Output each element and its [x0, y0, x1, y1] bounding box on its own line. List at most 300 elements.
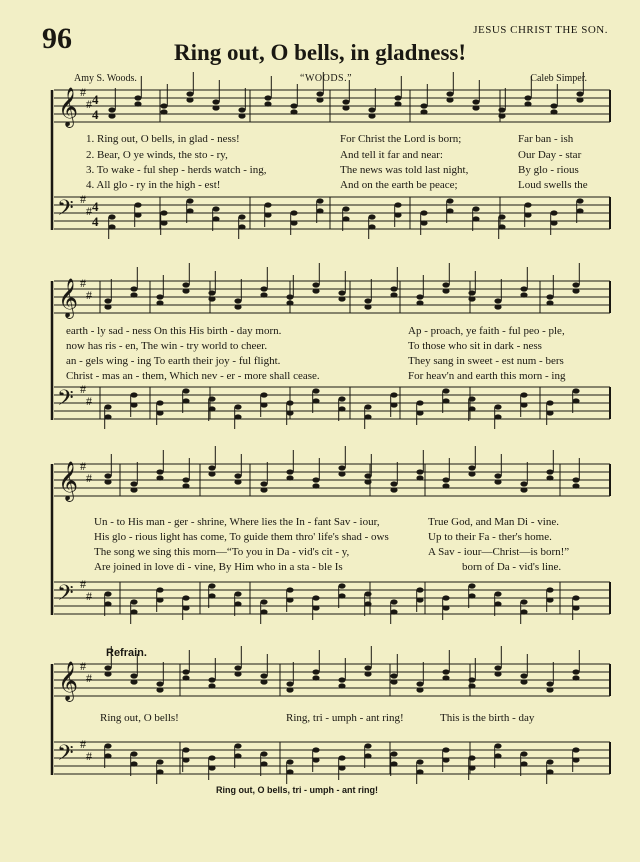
note-head — [104, 304, 111, 309]
lyric-segment: Christ - mas an - them, Which nev - er - more shall cease. — [66, 370, 320, 382]
note-head — [316, 198, 323, 203]
bass-staff-1 — [54, 192, 610, 229]
note-head — [546, 400, 553, 405]
note-head — [550, 220, 557, 225]
note-head — [420, 220, 427, 225]
note-head — [338, 755, 345, 760]
svg-text:𝄢: 𝄢 — [57, 196, 74, 225]
note-head — [546, 410, 553, 415]
note-head — [546, 300, 553, 305]
bass-clef-icon: 𝄢 — [57, 581, 74, 610]
note-head — [316, 97, 323, 102]
note-head — [520, 286, 527, 291]
note-head — [104, 404, 111, 409]
note-head — [550, 103, 557, 108]
note-head — [494, 304, 501, 309]
note-head — [260, 292, 267, 297]
note-head — [572, 669, 579, 674]
svg-text:#: # — [80, 382, 86, 396]
note-head — [260, 751, 267, 756]
note-head — [546, 469, 553, 474]
treble-clef-icon: 𝄞 — [58, 280, 79, 317]
note-head — [546, 769, 553, 774]
note-head — [130, 599, 137, 604]
refrain-label: Refrain. — [106, 647, 147, 659]
svg-text:#: # — [86, 749, 92, 763]
note-head — [312, 675, 319, 680]
note-head — [390, 599, 397, 604]
note-head — [130, 392, 137, 397]
note-head — [546, 475, 553, 480]
hymn-title: Ring out, O bells, in gladness! — [173, 40, 467, 65]
note-head — [468, 755, 475, 760]
note-head — [416, 687, 423, 692]
note-head — [104, 473, 111, 478]
note-head — [156, 400, 163, 405]
note-head — [104, 298, 111, 303]
note-head — [312, 595, 319, 600]
note-head — [156, 769, 163, 774]
lyric-segment: 3. To wake - ful shep - herds watch - ing, — [86, 164, 267, 176]
note-head — [312, 669, 319, 674]
note-head — [468, 396, 475, 401]
note-head — [286, 294, 293, 299]
note-head — [286, 687, 293, 692]
note-head — [442, 595, 449, 600]
note-head — [264, 101, 271, 106]
note-head — [182, 398, 189, 403]
author-credit: Amy S. Woods. — [74, 73, 137, 84]
note-head — [156, 597, 163, 602]
note-head — [472, 105, 479, 110]
note-head — [520, 392, 527, 397]
note-head — [286, 681, 293, 686]
lyric-line — [94, 531, 604, 545]
bass-clef-icon — [57, 196, 74, 225]
note-head — [312, 605, 319, 610]
note-head — [156, 475, 163, 480]
lyric-segment: now has ris - en, The win - try world to cheer. — [66, 340, 268, 352]
note-head — [524, 101, 531, 106]
svg-text:4: 4 — [92, 107, 99, 122]
note-head — [134, 95, 141, 100]
note-head — [472, 99, 479, 104]
note-head — [416, 597, 423, 602]
note-head — [208, 396, 215, 401]
note-head — [520, 292, 527, 297]
note-head — [260, 481, 267, 486]
note-head — [364, 665, 371, 670]
note-head — [368, 224, 375, 229]
treble-clef-icon — [58, 88, 78, 128]
note-head — [368, 113, 375, 118]
note-head — [364, 304, 371, 309]
note-head — [212, 216, 219, 221]
lyric-segment: Loud swells the — [518, 179, 588, 191]
note-head — [234, 473, 241, 478]
note-head — [108, 214, 115, 219]
note-head — [520, 599, 527, 604]
note-head — [364, 743, 371, 748]
lyric-line — [86, 133, 606, 147]
note-head — [286, 769, 293, 774]
note-head — [364, 479, 371, 484]
note-head — [130, 402, 137, 407]
lyric-segment: an - gels wing - ing To earth their joy - ful flight. — [66, 355, 281, 367]
page-number: 96 — [42, 22, 72, 55]
note-head — [550, 109, 557, 114]
note-head — [260, 761, 267, 766]
note-head — [160, 220, 167, 225]
note-head — [520, 751, 527, 756]
lyric-line — [94, 516, 604, 530]
svg-text:#: # — [86, 97, 92, 111]
note-head — [338, 465, 345, 470]
note-head — [494, 753, 501, 758]
note-head — [312, 288, 319, 293]
svg-text:4: 4 — [92, 199, 99, 214]
note-head — [260, 609, 267, 614]
note-head — [338, 765, 345, 770]
note-head — [312, 388, 319, 393]
note-head — [394, 212, 401, 217]
note-head — [576, 198, 583, 203]
svg-text:4: 4 — [92, 92, 99, 107]
note-head — [494, 404, 501, 409]
note-head — [104, 671, 111, 676]
note-head — [156, 294, 163, 299]
note-head — [208, 296, 215, 301]
note-head — [342, 99, 349, 104]
note-head — [156, 759, 163, 764]
lyric-segment: Our Day - star — [518, 149, 582, 161]
note-head — [156, 687, 163, 692]
note-head — [390, 487, 397, 492]
note-head — [390, 673, 397, 678]
note-head — [316, 208, 323, 213]
note-head — [286, 410, 293, 415]
lyric-segment: They sang in sweet - est num - bers — [408, 355, 564, 367]
note-head — [290, 210, 297, 215]
note-head — [572, 483, 579, 488]
note-head — [468, 583, 475, 588]
note-head — [208, 583, 215, 588]
note-head — [208, 677, 215, 682]
note-head — [260, 679, 267, 684]
note-head — [446, 91, 453, 96]
note-head — [338, 290, 345, 295]
note-head — [468, 765, 475, 770]
svg-text:#: # — [86, 204, 92, 218]
note-head — [546, 597, 553, 602]
note-head — [312, 747, 319, 752]
svg-text:#: # — [80, 577, 86, 591]
note-head — [234, 601, 241, 606]
note-head — [130, 286, 137, 291]
bass-staff-2 — [54, 382, 610, 419]
note-head — [156, 300, 163, 305]
note-head — [442, 477, 449, 482]
note-head — [572, 288, 579, 293]
note-head — [572, 605, 579, 610]
svg-text:#: # — [86, 394, 92, 408]
note-head — [442, 282, 449, 287]
note-head — [498, 214, 505, 219]
note-head — [286, 475, 293, 480]
lyric-segment: Ap - proach, ye faith - ful peo - ple, — [408, 325, 565, 337]
svg-text:#: # — [80, 459, 86, 473]
note-head — [260, 402, 267, 407]
lyric-segment: Ring out, O bells, tri - umph - ant ring! — [216, 785, 378, 795]
lyric-line — [86, 149, 606, 163]
lyric-segment: earth - ly sad - ness On this His birth - day morn. — [66, 325, 282, 337]
note-head — [524, 95, 531, 100]
note-head — [576, 208, 583, 213]
note-head — [364, 753, 371, 758]
note-head — [494, 414, 501, 419]
note-head — [130, 481, 137, 486]
note-head — [130, 679, 137, 684]
note-head — [182, 483, 189, 488]
note-head — [260, 487, 267, 492]
note-head — [260, 673, 267, 678]
note-head — [130, 761, 137, 766]
note-head — [520, 761, 527, 766]
note-head — [572, 675, 579, 680]
note-head — [338, 471, 345, 476]
note-head — [290, 109, 297, 114]
note-head — [494, 601, 501, 606]
note-head — [182, 477, 189, 482]
lyric-segment: Up to their Fa - ther's home. — [428, 531, 552, 543]
note-head — [416, 294, 423, 299]
note-head — [182, 757, 189, 762]
note-head — [342, 216, 349, 221]
lyric-segment: For Christ the Lord is born; — [340, 133, 462, 145]
note-head — [104, 479, 111, 484]
note-head — [290, 220, 297, 225]
note-head — [416, 475, 423, 480]
note-head — [156, 587, 163, 592]
note-head — [338, 677, 345, 682]
note-head — [468, 471, 475, 476]
svg-text:#: # — [86, 471, 92, 485]
note-head — [572, 747, 579, 752]
note-head — [468, 677, 475, 682]
note-head — [264, 95, 271, 100]
note-head — [238, 214, 245, 219]
note-head — [416, 400, 423, 405]
refrain-lyric-line — [100, 712, 600, 726]
note-head — [390, 392, 397, 397]
lyric-segment: His glo - rious light has come, To guide them thro' life's shad - ows — [94, 531, 389, 543]
note-head — [208, 755, 215, 760]
note-head — [130, 751, 137, 756]
note-head — [494, 743, 501, 748]
note-head — [442, 757, 449, 762]
note-head — [186, 208, 193, 213]
note-head — [260, 392, 267, 397]
note-head — [524, 212, 531, 217]
note-head — [160, 103, 167, 108]
note-head — [364, 473, 371, 478]
note-head — [416, 681, 423, 686]
note-head — [264, 202, 271, 207]
note-head — [390, 679, 397, 684]
note-head — [108, 107, 115, 112]
lyric-line — [94, 546, 604, 560]
note-head — [468, 683, 475, 688]
note-head — [104, 601, 111, 606]
svg-text:𝄞: 𝄞 — [58, 89, 79, 126]
lyric-line — [66, 355, 606, 369]
note-head — [286, 597, 293, 602]
note-head — [104, 665, 111, 670]
note-head — [364, 414, 371, 419]
note-head — [208, 593, 215, 598]
treble-clef-icon: 𝄞 — [58, 663, 79, 700]
note-head — [520, 673, 527, 678]
bass-clef-icon: 𝄢 — [57, 386, 74, 415]
note-head — [572, 595, 579, 600]
note-head — [234, 404, 241, 409]
note-head — [338, 593, 345, 598]
note-head — [442, 483, 449, 488]
note-head — [420, 210, 427, 215]
note-head — [394, 95, 401, 100]
note-head — [212, 206, 219, 211]
note-head — [364, 404, 371, 409]
note-head — [238, 224, 245, 229]
note-head — [572, 388, 579, 393]
note-head — [494, 298, 501, 303]
lyric-segment: 2. Bear, O ye winds, the sto - ry, — [86, 149, 228, 161]
note-head — [212, 99, 219, 104]
note-head — [468, 465, 475, 470]
note-head — [108, 224, 115, 229]
note-head — [130, 609, 137, 614]
lyric-line — [94, 561, 604, 575]
note-head — [390, 286, 397, 291]
note-head — [342, 105, 349, 110]
note-head — [238, 113, 245, 118]
note-head — [442, 605, 449, 610]
note-head — [234, 304, 241, 309]
note-head — [264, 212, 271, 217]
note-head — [182, 388, 189, 393]
note-head — [208, 406, 215, 411]
note-head — [182, 669, 189, 674]
note-head — [390, 481, 397, 486]
note-head — [420, 109, 427, 114]
note-head — [524, 202, 531, 207]
lyric-line — [66, 370, 606, 384]
note-head — [442, 669, 449, 674]
note-head — [416, 300, 423, 305]
note-head — [390, 402, 397, 407]
note-head — [286, 587, 293, 592]
note-head — [420, 103, 427, 108]
note-head — [416, 759, 423, 764]
note-head — [576, 97, 583, 102]
lyric-segment: Un - to His man - ger - shrine, Where lies the In - fant Sav - iour, — [94, 516, 380, 528]
note-head — [182, 605, 189, 610]
lyric-segment: By glo - rious — [518, 164, 579, 176]
note-head — [130, 487, 137, 492]
lyric-line — [66, 340, 606, 354]
note-head — [442, 675, 449, 680]
note-head — [286, 400, 293, 405]
note-head — [468, 290, 475, 295]
lyric-segment: Ring out, O bells! — [100, 712, 179, 724]
note-head — [104, 591, 111, 596]
note-head — [468, 406, 475, 411]
note-head — [546, 681, 553, 686]
note-head — [520, 481, 527, 486]
svg-text:#: # — [80, 737, 86, 751]
note-head — [134, 212, 141, 217]
note-head — [234, 671, 241, 676]
note-head — [134, 202, 141, 207]
svg-text:#: # — [80, 659, 86, 673]
note-head — [520, 679, 527, 684]
note-head — [234, 298, 241, 303]
lyric-segment: 4. All glo - ry in the high - est! — [86, 179, 221, 191]
note-head — [312, 483, 319, 488]
svg-text:#: # — [86, 589, 92, 603]
note-head — [520, 402, 527, 407]
note-head — [234, 753, 241, 758]
svg-text:4: 4 — [92, 214, 99, 229]
note-head — [442, 388, 449, 393]
tune-name: “WOODS.” — [300, 73, 353, 84]
note-head — [260, 286, 267, 291]
note-head — [394, 202, 401, 207]
note-head — [338, 683, 345, 688]
note-head — [494, 479, 501, 484]
note-head — [156, 681, 163, 686]
note-head — [290, 103, 297, 108]
note-head — [390, 751, 397, 756]
note-head — [442, 398, 449, 403]
lyric-segment: For heav'n and earth this morn - ing — [408, 370, 566, 382]
svg-text:#: # — [80, 85, 86, 99]
note-head — [364, 671, 371, 676]
note-head — [182, 675, 189, 680]
lyric-segment: And on the earth be peace; — [340, 179, 458, 191]
svg-text:#: # — [80, 192, 86, 206]
lyric-line — [66, 325, 606, 339]
note-head — [234, 665, 241, 670]
note-head — [572, 757, 579, 762]
note-head — [394, 101, 401, 106]
section-header: JESUS CHRIST THE SON. — [473, 24, 608, 36]
lyric-segment: And tell it far and near: — [340, 149, 443, 161]
note-head — [156, 469, 163, 474]
lyric-segment: A Sav - iour—Christ—is born!” — [428, 546, 570, 558]
note-head — [416, 587, 423, 592]
note-head — [160, 109, 167, 114]
refrain-bass-lyric-line — [216, 785, 456, 799]
note-head — [312, 282, 319, 287]
note-head — [156, 410, 163, 415]
note-head — [494, 473, 501, 478]
note-head — [316, 91, 323, 96]
svg-text:#: # — [86, 288, 92, 302]
lyric-segment: The song we sing this morn—“To you in Da - vid's cit - y, — [94, 546, 350, 558]
note-head — [208, 471, 215, 476]
note-head — [234, 743, 241, 748]
